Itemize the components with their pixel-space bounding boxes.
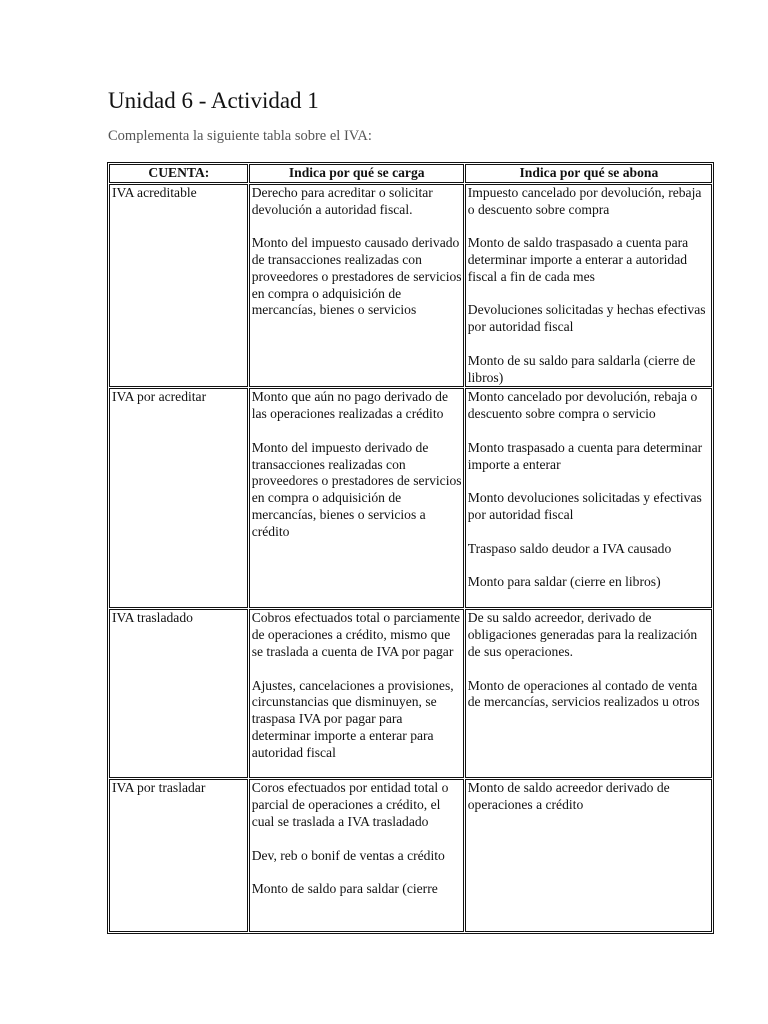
cell-paragraph: Coros efectuados por entidad total o parcial de operaciones a crédito, el cual se traslada a IVA trasladado: [251, 780, 449, 829]
cell-paragraph: Monto cancelado por devolución, rebaja o descuento sobre compra o servicio: [467, 389, 698, 422]
table-header-row: [109, 164, 712, 183]
cell-paragraph: Monto devoluciones solicitadas y efectivas por autoridad fiscal: [467, 490, 702, 522]
cell-paragraph: Monto que aún no pago derivado de las operaciones realizadas a crédito: [251, 389, 448, 422]
cell-abona: [465, 609, 712, 778]
cell-paragraph: Monto traspasado a cuenta para determinar importe a enterar: [467, 439, 703, 472]
cell-paragraph: Monto del impuesto derivado de transacciones realizadas con proveedores o prestadores de servicios en compra o adquisición de mercancías, bienes o servicios a crédito: [251, 439, 462, 539]
table-row: [109, 184, 712, 388]
header-cuenta: CUENTA:: [109, 164, 248, 183]
cell-abona: [465, 388, 712, 608]
cell-cuenta: IVA por trasladar: [109, 779, 248, 932]
cell-carga: [249, 184, 464, 388]
cell-paragraph: Dev, reb o bonif de ventas a crédito: [251, 847, 445, 863]
cell-paragraph: Monto del impuesto causado derivado de transacciones realizadas con proveedores o prestadores de servicios en compra o adquisición de mercancías, bienes o servicios: [251, 235, 462, 318]
cell-cuenta: IVA trasladado: [109, 609, 248, 778]
cell-paragraph: Impuesto cancelado por devolución, rebaja o descuento sobre compra: [467, 184, 702, 217]
cell-carga: [249, 388, 464, 608]
cell-cuenta: IVA acreditable: [109, 184, 248, 388]
cell-paragraph: Cobros efectuados total o parciamente de operaciones a crédito, mismo que se traslada a cuenta de IVA por pagar: [251, 610, 461, 659]
cell-paragraph: Ajustes, cancelaciones a provisiones, circunstancias que disminuyen, se traspasa IVA por pagar para determinar importe a enterar para autoridad fiscal: [251, 677, 454, 760]
cell-carga: [249, 609, 464, 778]
instruction-text: Complementa la siguiente tabla sobre el IVA:: [108, 128, 372, 144]
cell-paragraph: Derecho para acreditar o solicitar devolución a autoridad fiscal.: [251, 184, 433, 217]
cell-paragraph: Monto de operaciones al contado de venta de mercancías, servicios realizados u otros: [467, 677, 700, 710]
header-carga: Indica por qué se carga: [249, 164, 464, 183]
cell-paragraph: Monto de saldo acreedor derivado de operaciones a crédito: [467, 780, 670, 813]
cell-paragraph: Devoluciones solicitadas y hechas efectivas por autoridad fiscal: [467, 302, 706, 335]
cell-paragraph: Monto de su saldo para saldarla (cierre de libros): [467, 352, 696, 385]
document-title: Unidad 6 - Actividad 1: [108, 88, 319, 113]
cell-carga: [249, 779, 464, 932]
cell-paragraph: Traspaso saldo deudor a IVA causado: [467, 540, 672, 556]
cell-abona: [465, 184, 712, 388]
table-row: [109, 388, 712, 608]
table-row: [109, 609, 712, 778]
cell-paragraph: Monto de saldo traspasado a cuenta para determinar importe a enterar a autoridad fiscal a fin de cada mes: [467, 235, 689, 284]
table-row: [109, 779, 712, 932]
header-abona: Indica por qué se abona: [465, 164, 712, 183]
cell-abona: [465, 779, 712, 932]
cell-paragraph: Monto de saldo para saldar (cierre: [251, 881, 438, 897]
cell-paragraph: Monto para saldar (cierre en libros): [467, 574, 661, 590]
cell-paragraph: De su saldo acreedor, derivado de obligaciones generadas para la realización de sus operaciones.: [467, 610, 698, 659]
cell-cuenta: IVA por acreditar: [109, 388, 248, 608]
iva-table: [107, 162, 714, 934]
